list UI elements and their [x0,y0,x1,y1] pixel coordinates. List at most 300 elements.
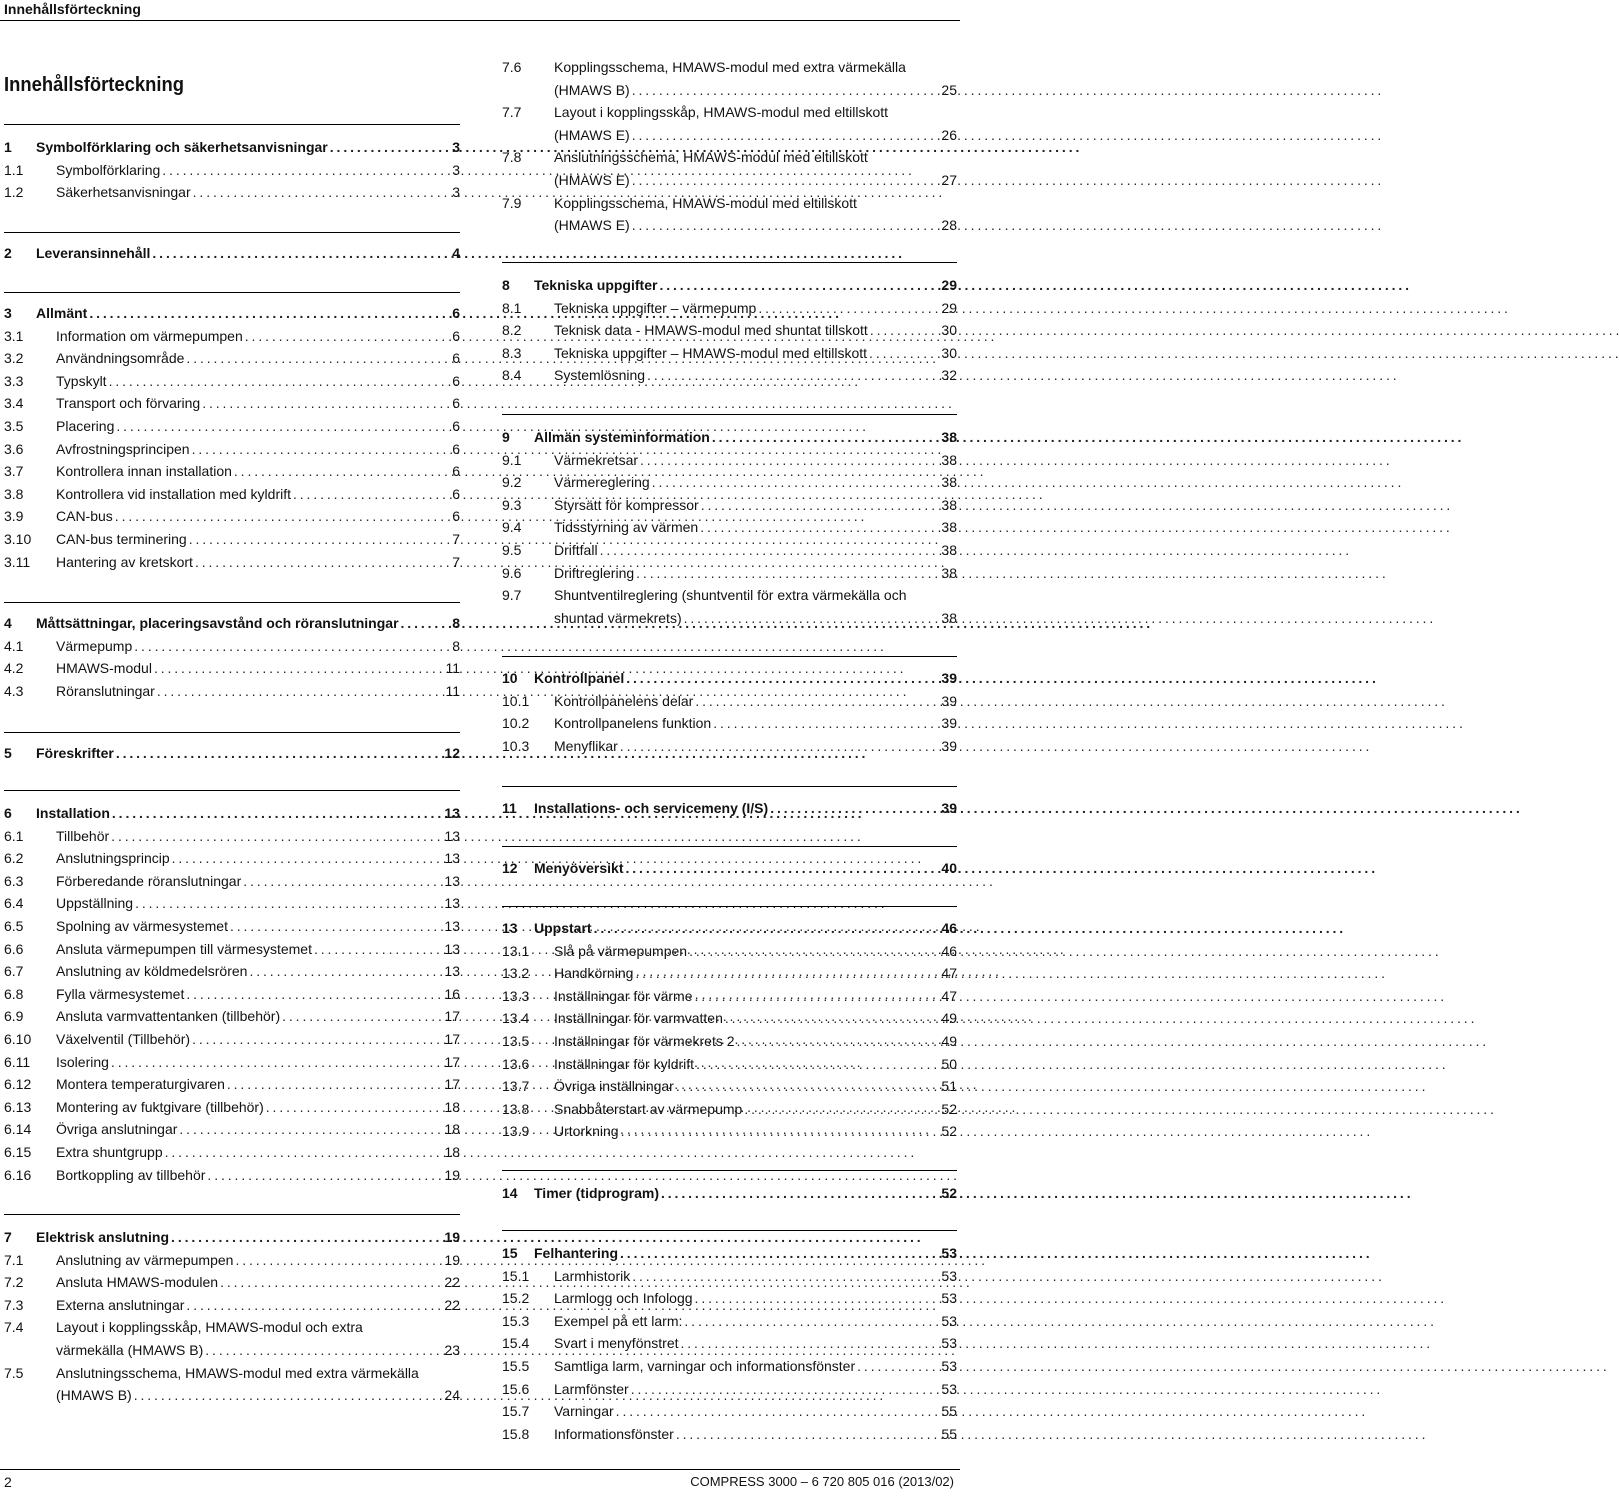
toc-number: 7.7 [502,104,522,121]
toc-entry-13-3[interactable] [502,985,957,1008]
dot-leader [205,1339,441,1362]
toc-page-number: 51 [941,1078,957,1095]
dot-leader [243,870,441,893]
dot-leader [330,136,449,159]
toc-entry-3-9[interactable] [4,505,460,528]
toc-number: 1.2 [4,184,24,201]
toc-title: Anslutning av köldmedelsrören [56,963,248,980]
toc-number: 7.8 [502,149,522,166]
toc-title: Shuntventilreglering (shuntventil för extra värmekälla och [554,587,907,604]
toc-page-number: 13 [444,827,460,844]
toc-page-number: 13 [444,940,460,957]
toc-entry-3-5[interactable] [4,415,460,438]
toc-number: 7.4 [4,1319,24,1336]
toc-number: 13.8 [502,1100,530,1117]
toc-number: 4.2 [4,660,24,677]
toc-entry-10-3[interactable] [502,735,957,758]
toc-page-number: 38 [941,429,957,445]
dot-leader [626,667,938,690]
dot-leader [220,1271,441,1294]
toc-chapter-4[interactable] [4,612,460,635]
toc-entry-6-6[interactable] [4,938,460,961]
toc-number: 6.9 [4,1008,24,1025]
dot-leader [712,426,939,449]
toc-chapter-2[interactable] [4,242,460,265]
dot-leader [152,242,449,265]
toc-entry-8-2[interactable] [502,319,957,342]
toc-entry-continuation[interactable] [56,1384,460,1407]
toc-page-number: 6 [452,463,460,480]
toc-entry-6-5[interactable] [4,915,460,938]
footer-rule [0,1469,960,1470]
dot-leader [116,742,442,765]
toc-entry-13-5[interactable] [502,1030,957,1053]
toc-number: 6.8 [4,985,24,1002]
toc-entry-9-2[interactable] [502,471,957,494]
toc-title: Styrsätt för kompressor [554,496,699,513]
toc-title: Slå på värmepumpen [554,942,688,959]
dot-leader [744,1098,938,1121]
toc-page-number: 24 [444,1387,460,1404]
toc-number: 15.2 [502,1290,530,1307]
toc-number: 13.3 [502,987,530,1004]
toc-entry-13-9[interactable] [502,1120,957,1143]
toc-page-number: 11 [445,682,460,699]
toc-page-number: 4 [452,245,460,261]
dot-leader [189,528,449,551]
toc-entry-3-3[interactable] [4,370,460,393]
toc-chapter-13[interactable] [502,917,957,940]
toc-entry-15-4[interactable] [502,1332,957,1355]
dot-leader [869,342,938,365]
toc-entry-7-6[interactable] [502,56,957,79]
dot-leader [695,985,939,1008]
toc-chapter-7[interactable] [4,1226,460,1249]
toc-number: 7.5 [4,1364,24,1381]
toc-number: 9.7 [502,587,522,604]
section-divider [502,906,957,907]
dot-leader [737,1030,939,1053]
toc-title: Elektrisk anslutning [36,1229,170,1245]
toc-page-number: 53 [941,1267,957,1284]
toc-title: Menyflikar [554,737,618,754]
toc-title: Montera temperaturgivaren [56,1076,225,1093]
toc-entry-3-6[interactable] [4,438,460,461]
toc-number: 10 [502,670,518,686]
dot-leader [632,214,939,237]
toc-entry-9-3[interactable] [502,494,957,517]
toc-page-number: 52 [941,1185,957,1201]
toc-title: Röranslutningar [56,682,155,699]
section-divider [502,262,957,263]
toc-entry-3-4[interactable] [4,392,460,415]
toc-number: 10.3 [502,737,530,754]
toc-entry-6-15[interactable] [4,1141,460,1164]
toc-title: Inställningar för kyldrift [554,1055,695,1072]
toc-entry-continuation[interactable] [554,79,957,102]
toc-page-number: 19 [444,1251,460,1268]
toc-number: 6.15 [4,1144,32,1160]
toc-number: 12 [502,860,518,876]
toc-page-number: 19 [444,1166,460,1183]
toc-page-number: 17 [444,1076,460,1093]
toc-chapter-5[interactable] [4,742,460,765]
dot-leader [857,1355,938,1378]
toc-page-number: 29 [941,299,957,316]
toc-page-number: 53 [941,1380,957,1397]
toc-entry-13-7[interactable] [502,1075,957,1098]
toc-number: 7.1 [4,1251,24,1268]
toc-page-number: 29 [941,277,957,293]
running-header: Innehållsförteckning [4,1,141,17]
toc-chapter-15[interactable] [502,1242,957,1265]
section-divider [4,1214,460,1215]
toc-entry-10-1[interactable] [502,690,957,713]
toc-entry-7-8[interactable] [502,146,957,169]
toc-title: Tillbehör [56,827,110,844]
toc-page-number: 17 [444,1053,460,1070]
toc-page-number: 27 [941,172,957,188]
toc-number: 13.2 [502,965,530,982]
toc-title-continuation: (HMAWS B) [554,81,630,98]
dot-leader [631,1378,939,1401]
toc-entry-7-4[interactable] [4,1316,460,1339]
dot-leader [111,825,441,848]
toc-entry-3-1[interactable] [4,325,460,348]
toc-entry-1-1[interactable] [4,159,460,182]
toc-page-number: 13 [444,918,460,934]
toc-page-number: 39 [941,715,957,732]
toc-entry-7-1[interactable] [4,1249,460,1272]
toc-title: Tekniska uppgifter [534,277,658,293]
toc-number: 9.5 [502,542,522,558]
toc-entry-6-12[interactable] [4,1073,460,1096]
toc-page-number: 38 [941,609,957,626]
toc-entry-4-3[interactable] [4,680,460,703]
toc-entry-9-1[interactable] [502,449,957,472]
toc-title: Driftreglering [554,564,635,581]
toc-entry-7-9[interactable] [502,192,957,215]
toc-number: 3.5 [4,418,24,434]
toc-title: Kontrollpanel [534,670,625,686]
toc-chapter-14[interactable] [502,1182,957,1205]
toc-entry-6-10[interactable] [4,1028,460,1051]
toc-number: 3.2 [4,350,24,367]
section-divider [4,232,460,233]
toc-title: Symbolförklaring och säkerhetsanvisningar [36,139,328,155]
toc-number: 6.11 [4,1053,31,1070]
footer-document-id: COMPRESS 3000 – 6 720 805 016 (2013/02) [690,1474,954,1489]
toc-entry-15-6[interactable] [502,1378,957,1401]
toc-entry-9-7[interactable] [502,584,957,607]
dot-leader [696,1053,938,1076]
toc-entry-9-6[interactable] [502,562,957,585]
toc-title: Övriga inställningar [554,1078,674,1095]
toc-entry-continuation[interactable] [554,607,957,630]
toc-entry-6-1[interactable] [4,825,460,848]
toc-entry-6-11[interactable] [4,1051,460,1074]
toc-entry-3-7[interactable] [4,460,460,483]
toc-title: Externa anslutningar [56,1296,185,1313]
toc-page-number: 30 [941,322,957,339]
toc-number: 15.7 [502,1403,530,1420]
toc-entry-15-1[interactable] [502,1265,957,1288]
toc-page-number: 13 [444,963,460,980]
toc-chapter-10[interactable] [502,667,957,690]
toc-entry-7-2[interactable] [4,1271,460,1294]
toc-number: 15.4 [502,1335,530,1352]
toc-chapter-12[interactable] [502,857,957,880]
toc-entry-4-1[interactable] [4,635,460,658]
toc-number: 6.13 [4,1098,32,1115]
toc-page-number: 22 [444,1296,460,1313]
toc-number: 15.5 [502,1358,530,1374]
toc-title: Extra shuntgrupp [56,1144,163,1160]
toc-number: 4.3 [4,682,24,699]
toc-number: 6.3 [4,872,24,889]
toc-page-number: 7 [452,531,460,547]
toc-chapter-8[interactable] [502,274,957,297]
toc-chapter-1[interactable] [4,136,460,159]
toc-number: 13.6 [502,1055,530,1072]
toc-title: Förberedande röranslutningar [56,872,242,889]
toc-entry-continuation[interactable] [554,124,957,147]
toc-page-number: 38 [941,542,957,558]
toc-title: Systemlösning [554,367,646,384]
toc-chapter-9[interactable] [502,426,957,449]
toc-page-number: 13 [444,850,460,867]
toc-entry-6-16[interactable] [4,1164,460,1187]
toc-number: 15.3 [502,1312,530,1329]
toc-page-number: 53 [941,1245,957,1261]
toc-title: Transport och förvaring [56,395,201,412]
dot-leader [154,657,443,680]
dot-leader [192,1028,441,1051]
toc-page-number: 47 [941,987,957,1004]
toc-number: 1 [4,139,12,155]
toc-entry-13-1[interactable] [502,940,957,963]
toc-entry-6-7[interactable] [4,960,460,983]
toc-page-number: 6 [452,305,460,321]
dot-leader [282,1005,441,1028]
toc-number: 3.9 [4,508,24,525]
section-divider [4,292,460,293]
toc-entry-3-11[interactable] [4,551,460,574]
toc-entry-9-5[interactable] [502,539,957,562]
toc-entry-6-3[interactable] [4,870,460,893]
toc-title: Övriga anslutningar [56,1121,178,1138]
dot-leader [266,1096,442,1119]
toc-number: 9.3 [502,496,522,513]
toc-title: Anslutningsschema, HMAWS-modul med extra värmekälla [56,1364,419,1381]
dot-leader [401,612,450,635]
toc-number: 10.2 [502,715,530,732]
toc-title: Installation [36,805,110,821]
toc-entry-6-13[interactable] [4,1096,460,1119]
toc-entry-13-4[interactable] [502,1007,957,1030]
toc-page-number: 13 [444,805,460,821]
toc-entry-13-8[interactable] [502,1098,957,1121]
toc-entry-13-2[interactable] [502,962,957,985]
toc-title: Kontrollera vid installation med kyldrift [56,485,291,502]
dot-leader [162,159,449,182]
toc-title: HMAWS-modul [56,660,152,677]
toc-title-continuation: (HMAWS E) [554,217,630,234]
toc-entry-6-4[interactable] [4,892,460,915]
toc-title: Timer (tidprogram) [534,1185,659,1201]
toc-page-number: 11 [445,660,460,677]
dot-leader [109,370,450,393]
toc-number: 3.4 [4,395,24,412]
toc-number: 8.4 [502,367,522,384]
toc-number: 3.1 [4,327,24,344]
toc-entry-3-10[interactable] [4,528,460,551]
toc-number: 6.12 [4,1076,32,1093]
toc-title: Layout i kopplingsskåp, HMAWS-modul och extra [56,1319,363,1336]
toc-entry-6-9[interactable] [4,1005,460,1028]
toc-entry-10-2[interactable] [502,712,957,735]
toc-page-number: 30 [941,344,957,361]
dot-leader [235,1249,441,1272]
dot-leader [186,983,441,1006]
toc-entry-15-3[interactable] [502,1310,957,1333]
toc-number: 1.1 [4,161,24,178]
toc-title: Larmlogg och Infologg [554,1290,693,1307]
toc-entry-3-2[interactable] [4,347,460,370]
toc-title: Ansluta värmepumpen till värmesystemet [56,940,312,957]
dot-leader [616,1400,939,1423]
toc-number: 6.7 [4,963,24,980]
toc-entry-1-2[interactable] [4,181,460,204]
toc-entry-6-14[interactable] [4,1118,460,1141]
toc-entry-13-6[interactable] [502,1053,957,1076]
toc-number: 9.6 [502,564,522,581]
dot-leader [116,415,449,438]
dot-leader [165,1141,442,1164]
toc-page-number: 55 [941,1403,957,1420]
toc-entry-7-5[interactable] [4,1362,460,1385]
toc-entry-4-2[interactable] [4,657,460,680]
dot-leader [115,505,449,528]
toc-number: 9.1 [502,451,522,468]
toc-page-number: 53 [941,1358,957,1374]
toc-page-number: 38 [941,496,957,513]
dot-leader [770,797,938,820]
toc-number: 8.1 [502,299,522,316]
toc-entry-8-3[interactable] [502,342,957,365]
toc-number: 9.2 [502,474,522,491]
toc-title: Felhantering [534,1245,619,1261]
toc-entry-15-2[interactable] [502,1287,957,1310]
toc-page-number: 18 [444,1098,460,1115]
toc-chapter-6[interactable] [4,802,460,825]
footer-page-number: 2 [4,1474,12,1490]
toc-page-number: 46 [941,942,957,959]
toc-title: Driftfall [554,542,598,558]
toc-entry-8-4[interactable] [502,364,957,387]
toc-title: Avfrostningsprincipen [56,440,190,457]
dot-leader [621,1120,939,1143]
toc-page-number: 17 [444,1031,460,1047]
toc-number: 10.1 [502,692,530,709]
section-divider [502,656,957,657]
dot-leader [600,539,939,562]
section-divider [502,1230,957,1231]
toc-entry-continuation[interactable] [56,1339,460,1362]
toc-title: Menyöversikt [534,860,624,876]
dot-leader [202,392,449,415]
section-divider [502,846,957,847]
toc-entry-15-7[interactable] [502,1400,957,1423]
dot-leader [695,690,938,713]
toc-chapter-3[interactable] [4,302,460,325]
toc-title: Isolering [56,1053,109,1070]
dot-leader [193,181,450,204]
dot-leader [632,124,939,147]
toc-chapter-11[interactable] [502,797,957,820]
toc-title: Snabbåterstart av värmepump [554,1100,743,1117]
toc-number: 5 [4,745,12,761]
toc-title: Allmän systeminformation [534,429,710,445]
toc-title: Anslutning av värmepumpen [56,1251,234,1268]
toc-entry-7-7[interactable] [502,101,957,124]
toc-entry-6-8[interactable] [4,983,460,1006]
toc-title: Uppställning [56,895,134,912]
toc-number: 6.5 [4,918,24,934]
toc-entry-7-3[interactable] [4,1294,460,1317]
toc-title: Kontrollera innan installation [56,463,232,480]
toc-number: 14 [502,1185,518,1201]
dot-leader [701,494,939,517]
toc-page-number: 38 [941,474,957,491]
toc-page-number: 17 [444,1008,460,1025]
toc-page-number: 39 [941,670,957,686]
toc-entry-continuation[interactable] [554,169,957,192]
toc-title: Kopplingsschema, HMAWS-modul med extra värmekälla [554,59,906,75]
toc-page-number: 6 [452,485,460,502]
toc-page-number: 55 [941,1425,957,1442]
toc-number: 7.9 [502,194,522,211]
toc-page-number: 46 [941,920,957,936]
toc-entry-continuation[interactable] [554,214,957,237]
dot-leader [186,1294,441,1317]
toc-entry-9-4[interactable] [502,516,957,539]
dot-leader [684,1310,938,1333]
toc-title: Inställningar för värmekrets 2 [554,1033,735,1049]
toc-page-number: 6 [452,395,460,412]
toc-entry-15-8[interactable] [502,1423,957,1446]
dot-leader [293,483,449,506]
toc-number: 6.6 [4,940,24,957]
dot-leader [700,516,938,539]
dot-leader [676,1423,939,1446]
toc-entry-8-1[interactable] [502,297,957,320]
dot-leader [227,1073,442,1096]
toc-title: Fylla värmesystemet [56,985,185,1002]
dot-leader [186,347,449,370]
dot-leader [676,1075,939,1098]
section-divider [4,602,460,603]
toc-entry-15-5[interactable] [502,1355,957,1378]
toc-entry-3-8[interactable] [4,483,460,506]
dot-leader [112,802,442,825]
toc-title: Växelventil (Tillbehör) [56,1031,191,1047]
toc-number: 7.3 [4,1296,24,1313]
toc-number: 7.6 [502,59,522,75]
dot-leader [620,1242,938,1265]
dot-leader [594,917,939,940]
toc-entry-6-2[interactable] [4,847,460,870]
